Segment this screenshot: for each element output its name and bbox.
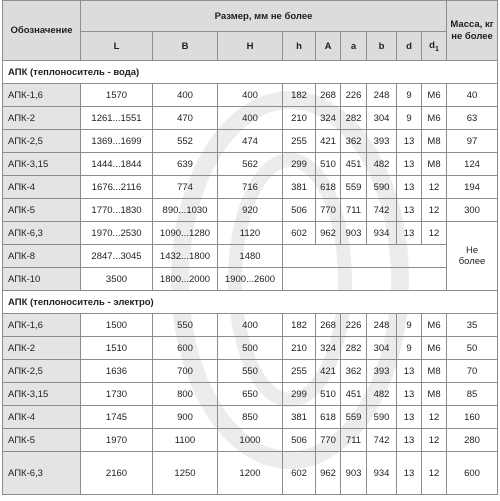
data-cell: 210 (283, 337, 316, 360)
data-cell: 362 (341, 130, 367, 153)
table-row (3, 406, 498, 429)
table-row (3, 337, 498, 360)
data-cell: 12 (422, 406, 447, 429)
data-cell: М8 (422, 360, 447, 383)
data-cell: 650 (218, 383, 283, 406)
data-cell: 552 (153, 130, 218, 153)
data-cell: 393 (367, 360, 397, 383)
data-cell: М6 (422, 84, 447, 107)
data-cell: 711 (341, 429, 367, 452)
data-cell: 934 (367, 452, 397, 495)
row-designation: АПК-10 (3, 268, 81, 291)
data-cell: 1500 (81, 314, 153, 337)
mass-cell: 63 (447, 107, 498, 130)
table-row (3, 107, 498, 130)
data-cell: 421 (316, 360, 341, 383)
data-cell: 962 (316, 452, 341, 495)
data-cell: 9 (397, 337, 422, 360)
data-cell: 742 (367, 429, 397, 452)
data-cell: 506 (283, 429, 316, 452)
data-cell: 1250 (153, 452, 218, 495)
data-cell: 559 (341, 176, 367, 199)
section-title: АПК (теплоноситель - электро) (3, 291, 498, 314)
data-cell: 618 (316, 406, 341, 429)
header-mass: Масса, кг не более (447, 1, 498, 61)
specs-table (2, 0, 498, 495)
data-cell: 1900...2600 (218, 268, 283, 291)
data-cell: 1510 (81, 337, 153, 360)
data-cell: 304 (367, 337, 397, 360)
table-row (3, 130, 498, 153)
table-row (3, 429, 498, 452)
data-cell: 451 (341, 383, 367, 406)
blank-cell (283, 268, 447, 291)
data-cell: 3500 (81, 268, 153, 291)
row-designation: АПК-2 (3, 107, 81, 130)
row-designation: АПК-8 (3, 245, 81, 268)
data-cell: 903 (341, 222, 367, 245)
data-cell: 226 (341, 84, 367, 107)
data-cell: 421 (316, 130, 341, 153)
data-cell: М8 (422, 383, 447, 406)
data-cell: 13 (397, 130, 422, 153)
data-cell: 1800...2000 (153, 268, 218, 291)
data-cell: 248 (367, 84, 397, 107)
data-cell: 362 (341, 360, 367, 383)
section-row (3, 61, 498, 84)
data-cell: 226 (341, 314, 367, 337)
row-designation: АПК-2,5 (3, 360, 81, 383)
row-designation: АПК-1,6 (3, 84, 81, 107)
data-cell: 602 (283, 222, 316, 245)
data-cell: 590 (367, 406, 397, 429)
data-cell: 12 (422, 176, 447, 199)
data-cell: 700 (153, 360, 218, 383)
data-cell: 9 (397, 314, 422, 337)
mass-cell: 35 (447, 314, 498, 337)
table-row (3, 84, 498, 107)
data-cell: 324 (316, 107, 341, 130)
data-cell: 13 (397, 176, 422, 199)
data-cell: 770 (316, 199, 341, 222)
mass-cell: 50 (447, 337, 498, 360)
data-cell: 618 (316, 176, 341, 199)
mass-cell: 70 (447, 360, 498, 383)
header-col-d: d (397, 32, 422, 61)
header-size-group: Размер, мм не более (81, 1, 447, 32)
row-designation: АПК-6,3 (3, 452, 81, 495)
data-cell: 1676...2116 (81, 176, 153, 199)
data-cell: 13 (397, 199, 422, 222)
section-title: АПК (теплоноситель - вода) (3, 61, 498, 84)
data-cell: 1745 (81, 406, 153, 429)
mass-cell: 40 (447, 84, 498, 107)
data-cell: 268 (316, 314, 341, 337)
data-cell: 1432...1800 (153, 245, 218, 268)
data-cell: 1369...1699 (81, 130, 153, 153)
mass-cell: 160 (447, 406, 498, 429)
data-cell: 12 (422, 222, 447, 245)
row-designation: АПК-3,15 (3, 153, 81, 176)
data-cell: 282 (341, 337, 367, 360)
table-row (3, 268, 498, 291)
data-cell: 13 (397, 222, 422, 245)
table-row (3, 245, 498, 268)
data-cell: 255 (283, 360, 316, 383)
data-cell: 639 (153, 153, 218, 176)
table-row (3, 222, 498, 245)
header-col-a: a (341, 32, 367, 61)
data-cell: 9 (397, 107, 422, 130)
row-designation: АПК-2,5 (3, 130, 81, 153)
data-cell: 299 (283, 383, 316, 406)
data-cell: 890...1030 (153, 199, 218, 222)
table-row (3, 176, 498, 199)
data-cell: 602 (283, 452, 316, 495)
data-cell: 1100 (153, 429, 218, 452)
row-designation: АПК-4 (3, 176, 81, 199)
table-row (3, 360, 498, 383)
table-row (3, 452, 498, 495)
data-cell: 1444...1844 (81, 153, 153, 176)
row-designation: АПК-6,3 (3, 222, 81, 245)
data-cell: 2160 (81, 452, 153, 495)
data-cell: 13 (397, 406, 422, 429)
data-cell: 962 (316, 222, 341, 245)
data-cell: 248 (367, 314, 397, 337)
table-row (3, 383, 498, 406)
data-cell: 400 (218, 84, 283, 107)
data-cell: 13 (397, 452, 422, 495)
data-cell: 903 (341, 452, 367, 495)
data-cell: 742 (367, 199, 397, 222)
data-cell: М6 (422, 314, 447, 337)
data-cell: 559 (341, 406, 367, 429)
data-cell: 920 (218, 199, 283, 222)
header-col-d1: $d_1$ (422, 32, 447, 61)
mass-cell: 600 (447, 452, 498, 495)
data-cell: 850 (218, 406, 283, 429)
table-row (3, 314, 498, 337)
data-cell: 774 (153, 176, 218, 199)
mass-cell: 194 (447, 176, 498, 199)
data-cell: 393 (367, 130, 397, 153)
data-cell: М8 (422, 130, 447, 153)
section-row (3, 291, 498, 314)
data-cell: 500 (218, 337, 283, 360)
data-cell: 711 (341, 199, 367, 222)
data-cell: 1970...2530 (81, 222, 153, 245)
data-cell: 182 (283, 84, 316, 107)
data-cell: 934 (367, 222, 397, 245)
mass-cell: 85 (447, 383, 498, 406)
data-cell: 282 (341, 107, 367, 130)
data-cell: 474 (218, 130, 283, 153)
data-cell: 381 (283, 176, 316, 199)
mass-cell: 300 (447, 199, 498, 222)
data-cell: 600 (153, 337, 218, 360)
data-cell: 13 (397, 383, 422, 406)
data-cell: 400 (218, 107, 283, 130)
data-cell: 13 (397, 429, 422, 452)
data-cell: 182 (283, 314, 316, 337)
header-col-L: L (81, 32, 153, 61)
data-cell: 1570 (81, 84, 153, 107)
data-cell: 1090...1280 (153, 222, 218, 245)
row-designation: АПК-2 (3, 337, 81, 360)
data-cell: 12 (422, 452, 447, 495)
data-cell: 770 (316, 429, 341, 452)
data-cell: 482 (367, 153, 397, 176)
data-cell: 400 (153, 84, 218, 107)
data-cell: 716 (218, 176, 283, 199)
data-cell: 1200 (218, 452, 283, 495)
data-cell: 900 (153, 406, 218, 429)
mass-merged-cell: Не более (447, 222, 498, 291)
data-cell: 12 (422, 199, 447, 222)
mass-cell: 97 (447, 130, 498, 153)
header-col-A: A (316, 32, 341, 61)
data-cell: 255 (283, 130, 316, 153)
mass-cell: 124 (447, 153, 498, 176)
data-cell: 210 (283, 107, 316, 130)
data-cell: 470 (153, 107, 218, 130)
data-cell: 800 (153, 383, 218, 406)
header-col-b: b (367, 32, 397, 61)
table-body (3, 61, 498, 495)
data-cell: 12 (422, 429, 447, 452)
data-cell: 2847...3045 (81, 245, 153, 268)
row-designation: АПК-5 (3, 429, 81, 452)
row-designation: АПК-5 (3, 199, 81, 222)
data-cell: 1970 (81, 429, 153, 452)
data-cell: 1730 (81, 383, 153, 406)
data-cell: 1480 (218, 245, 283, 268)
mass-cell: 280 (447, 429, 498, 452)
data-cell: 9 (397, 84, 422, 107)
data-cell: 550 (153, 314, 218, 337)
data-cell: 590 (367, 176, 397, 199)
data-cell: М6 (422, 337, 447, 360)
header-col-H: H (218, 32, 283, 61)
data-cell: 400 (218, 314, 283, 337)
header-col-B: B (153, 32, 218, 61)
header-designation: Обозначение (3, 1, 81, 61)
blank-cell (283, 245, 447, 268)
data-cell: 1770...1830 (81, 199, 153, 222)
row-designation: АПК-1,6 (3, 314, 81, 337)
data-cell: 506 (283, 199, 316, 222)
data-cell: М8 (422, 153, 447, 176)
data-cell: 1261...1551 (81, 107, 153, 130)
data-cell: 1636 (81, 360, 153, 383)
data-cell: 510 (316, 153, 341, 176)
row-designation: АПК-4 (3, 406, 81, 429)
data-cell: 268 (316, 84, 341, 107)
data-cell: 381 (283, 406, 316, 429)
table-row (3, 199, 498, 222)
data-cell: 13 (397, 153, 422, 176)
data-cell: 510 (316, 383, 341, 406)
data-cell: 482 (367, 383, 397, 406)
data-cell: 451 (341, 153, 367, 176)
header-col-h: h (283, 32, 316, 61)
data-cell: 1000 (218, 429, 283, 452)
row-designation: АПК-3,15 (3, 383, 81, 406)
data-cell: 324 (316, 337, 341, 360)
data-cell: 1120 (218, 222, 283, 245)
data-cell: 304 (367, 107, 397, 130)
table-row (3, 153, 498, 176)
data-cell: 550 (218, 360, 283, 383)
data-cell: 13 (397, 360, 422, 383)
data-cell: 299 (283, 153, 316, 176)
data-cell: М6 (422, 107, 447, 130)
data-cell: 562 (218, 153, 283, 176)
